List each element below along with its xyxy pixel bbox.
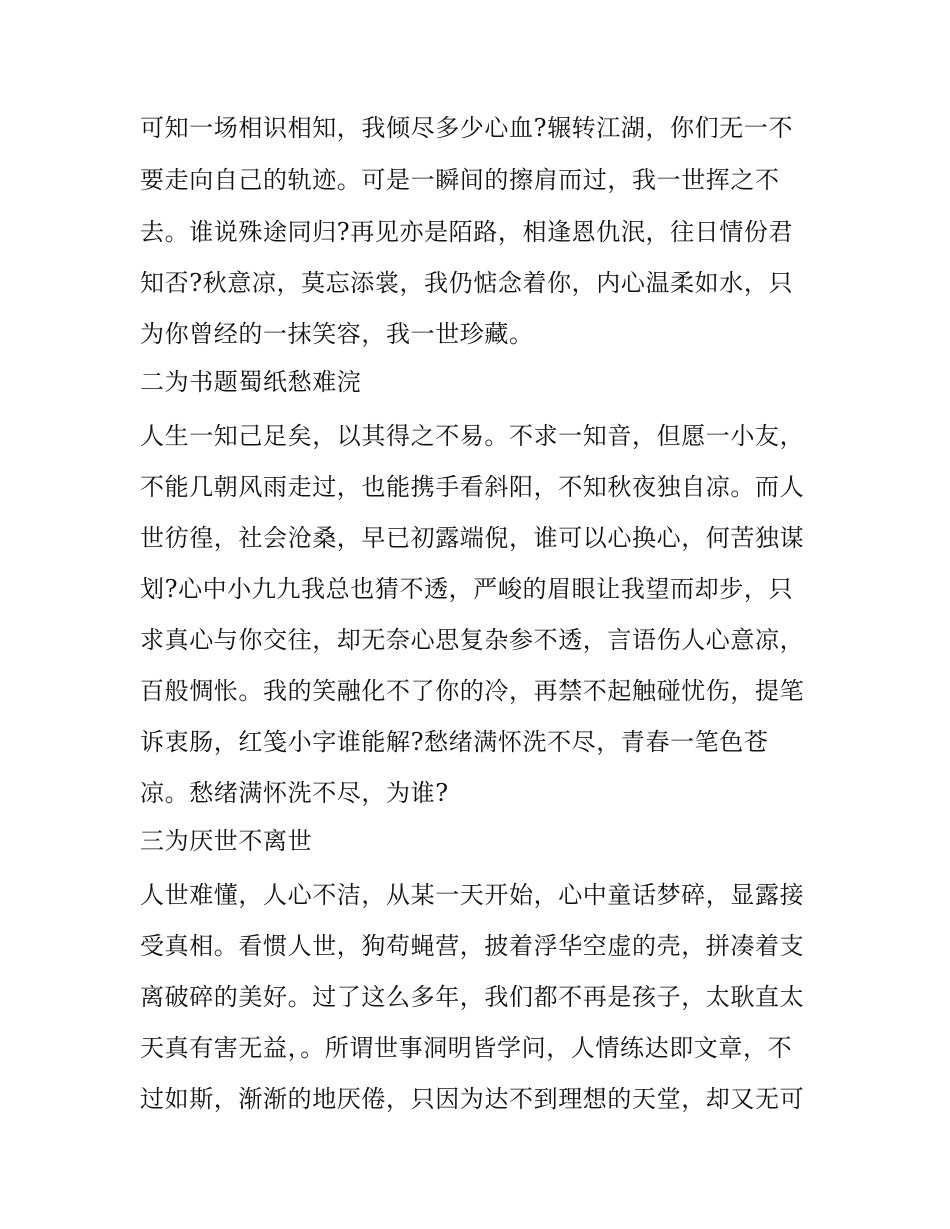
text-line: 过如斯，渐渐的地厌倦，只因为达不到理想的天堂，却又无可	[140, 1085, 805, 1113]
text-line: 知否?秋意凉，莫忘添裳，我仍惦念着你，内心温柔如水，只	[140, 269, 794, 297]
text-line: 求真心与你交往，却无奈心思复杂参不透，言语伤人心意凉，	[140, 626, 805, 654]
text-line: 百般惆怅。我的笑融化不了你的冷，再禁不起触碰忧伤，提笔	[140, 677, 805, 705]
text-line: 离破碎的美好。过了这么多年，我们都不再是孩子，太耿直太	[140, 983, 805, 1011]
section-heading: 三为厌世不离世	[140, 827, 313, 855]
text-line: 受真相。看惯人世，狗苟蝇营，披着浮华空虚的壳，拼凑着支	[140, 932, 805, 960]
text-line: 不能几朝风雨走过，也能携手看斜阳，不知秋夜独自凉。而人	[140, 473, 805, 501]
text-line: 天真有害无益，。所谓世事洞明皆学问，人情练达即文章，不	[140, 1034, 793, 1062]
text-line: 诉衷肠，红笺小字谁能解?愁绪满怀洗不尽，青春一笔色苍	[140, 728, 769, 756]
text-line: 凉。愁绪满怀洗不尽，为谁?	[140, 779, 449, 807]
section-heading: 二为书题蜀纸愁难浣	[140, 368, 362, 396]
text-line: 世彷徨，社会沧桑，早已初露端倪，谁可以心换心，何苦独谋	[140, 524, 805, 552]
text-line: 为你曾经的一抹笑容，我一世珍藏。	[140, 320, 534, 348]
text-line: 人世难懂，人心不洁，从某一天开始，心中童话梦碎，显露接	[140, 881, 805, 909]
text-line: 去。谁说殊途同归?再见亦是陌路，相逢恩仇泯，往日情份君	[140, 218, 794, 246]
text-line: 要走向自己的轨迹。可是一瞬间的擦肩而过，我一世挥之不	[140, 166, 780, 194]
text-line: 人生一知己足矣，以其得之不易。不求一知音，但愿一小友，	[140, 422, 805, 450]
text-line: 划?心中小九九我总也猜不透，严峻的眉眼让我望而却步，只	[140, 575, 794, 603]
text-line: 可知一场相识相知，我倾尽多少心血?辗转江湖，你们无一不	[140, 114, 794, 142]
